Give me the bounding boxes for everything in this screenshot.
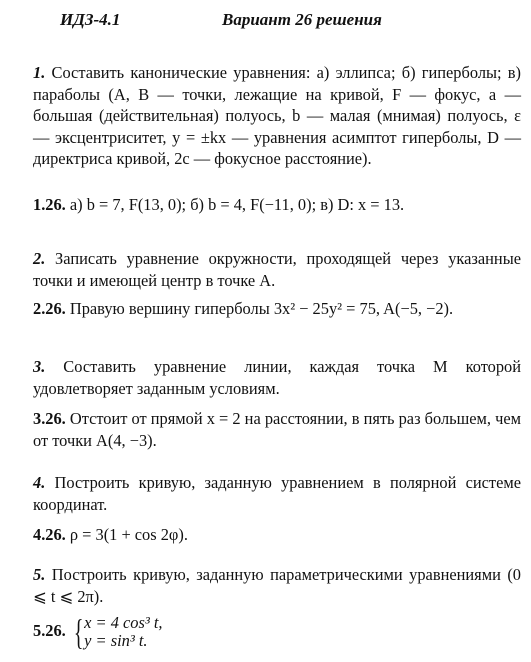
- task-4-statement: [9, 472, 521, 515]
- task-text: Составить канонические уравнения: а) эллипса; б) гиперболы; в) параболы (A, B — точки, лежащие на кривой, F — фокус, a — большая (действительная) полуось, b — малая (мнимая) полуось, ε — эксцентриситет, y = ±kx — уравнения асимптот гиперболы, D — директриса кривой, 2c — фокусное расстояние).: [33, 63, 521, 169]
- variant-number: 5.26.: [33, 620, 66, 640]
- task-number: 5.: [33, 565, 46, 584]
- task-number: 1.: [33, 63, 46, 82]
- equation-system: [70, 614, 163, 650]
- equation-y: y = sin³ t.: [84, 631, 148, 650]
- task-text: Составить уравнение линии, каждая точка M которой удовлетворяет заданным условиям.: [33, 357, 521, 398]
- equation-x: x = 4 cos³ t,: [84, 613, 163, 632]
- task-2-variant: [9, 298, 521, 320]
- task-number: 4.: [33, 473, 46, 492]
- assignment-code: ИДЗ-4.1: [60, 10, 121, 29]
- task-5-statement: [9, 564, 521, 607]
- task-number: 3.: [33, 357, 46, 376]
- task-3-statement: [9, 356, 521, 399]
- task-1-statement: [9, 62, 521, 170]
- header: [0, 10, 531, 36]
- task-text: Построить кривую, заданную уравнением в полярной системе координат.: [33, 473, 521, 514]
- task-2-statement: [9, 248, 521, 291]
- task-1-variant: [9, 194, 521, 216]
- task-text: Записать уравнение окружности, проходящей через указанные точки и имеющей центр в точке A.: [33, 249, 521, 290]
- variant-number: 3.26.: [33, 409, 66, 428]
- task-text: Построить кривую, заданную параметрическими уравнениями (0 ⩽ t ⩽ 2π).: [33, 565, 521, 606]
- variant-number: 2.26.: [33, 299, 66, 318]
- task-number: 2.: [33, 249, 46, 268]
- variant-text: а) b = 7, F(13, 0); б) b = 4, F(−11, 0); в) D: x = 13.: [65, 195, 405, 214]
- variant-title: Вариант 26 решения: [222, 10, 382, 29]
- task-5-variant: [9, 614, 521, 650]
- task-3-variant: [9, 408, 521, 451]
- variant-number: 1.26.: [33, 195, 66, 214]
- variant-text: Правую вершину гиперболы 3x² − 25y² = 75, A(−5, −2).: [65, 299, 454, 318]
- variant-number: 4.26.: [33, 525, 66, 544]
- left-brace: {: [73, 612, 84, 652]
- variant-text: ρ = 3(1 + cos 2φ).: [65, 525, 188, 544]
- task-4-variant: [9, 524, 521, 546]
- variant-text: Отстоит от прямой x = 2 на расстоянии, в пять раз большем, чем от точки A(4, −3).: [33, 409, 521, 450]
